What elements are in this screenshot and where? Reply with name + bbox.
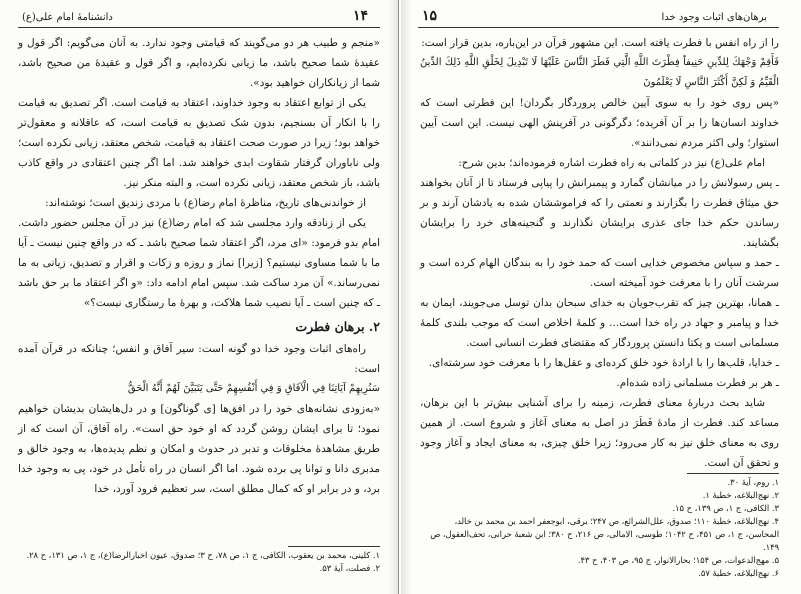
footnote: ۱. کلینی، محمد بن یعقوب، الکافی، ج ۱، ص ۷۸، ح ۳؛ صدوق، عیون اخبارالرضا(ع)، ج ۱، ص ۱۳۱، ح ۲۸. — [26, 550, 380, 560]
gutter-shadow — [401, 0, 411, 594]
paragraph: امام علی(ع) نیز در کلماتی به راه فطرت اشاره فرموده‌اند؛ بدین شرح: — [458, 157, 765, 169]
gutter-shadow — [389, 0, 399, 594]
quote-item: ـ حمد و سپاس مخصوص خدایی است که حمد خود را به بندگان الهام کرده است و سرشت آنان را با معرفت خود آمیخته است. — [420, 257, 779, 289]
footnote: ۱. روم، آیهٔ ۳۰. — [727, 477, 779, 487]
right-page — [400, 0, 801, 594]
footnote-rule — [288, 546, 380, 547]
footnote: ۳. الکافی، ج ۱، ص ۱۳۹، ح ۱۵. — [672, 503, 779, 513]
paragraph: یکی از زنادقه وارد مجلسی شد که امام رضا(ع) نیز در آن مجلس حضور داشت. امام بدو فرمود: «ای مرد، اگر اعتقاد شما صحیح باشد ـ که در واقع چنین نیست ـ آیا ما با شما مساوی نیستیم؟ [زیرا] نماز و روزه و زکات و اقرار و تصدیق، زیانی به ما نمی‌رساند.» آن مرد ساکت شد. سپس امام ادامه داد: «و اگر اعتقاد ما بر حق باشد ـ که چنین است ـ آیا نصیب شما هلاکت، و بهرهٔ ما رستگاری نیست؟» — [18, 217, 380, 309]
page-body — [420, 33, 779, 473]
paragraph: «منجم و طبیب هر دو می‌گویند که قیامتی وجود ندارد. به آنان می‌گویم: اگر قول و عقیدهٔ شما صحیح باشد، ما زیانی نکرده‌ایم، و اگر قول و عقیدهٔ من صحیح باشد، شما از زیانکاران خواهید بود». — [18, 37, 380, 89]
page-body — [18, 33, 380, 499]
running-header: برهان‌های اثبات وجود خدا — [661, 12, 767, 23]
running-header: دانشنامهٔ امام علی(ع) — [22, 12, 113, 23]
footnotes — [18, 549, 380, 575]
quran-verse: فَأَقِمْ وَجْهَكَ لِلدِّينِ حَنِيفاً فِطْرَتَ اللَّهِ الَّتِي فَطَرَ النَّاسَ عَلَيْهَا لَا تَبْدِيلَ لِخَلْقِ اللَّهِ ذَلِكَ الدِّينُ الْقَيِّمُ وَ لَكِنَّ أَكْثَرَ النَّاسِ لَا يَعْلَمُونَ — [420, 57, 779, 88]
page-number: ۱۵ — [422, 8, 438, 24]
quran-verse: سَنُرِيهِمْ آيَاتِنَا فِي الْآفَاقِ وَ فِي أَنْفُسِهِمْ حَتَّى يَتَبَيَّنَ لَهُمْ أَنَّهُ الْحَقُّ — [127, 383, 380, 394]
quote-item: ـ هر بر فطرت مسلمانی زاده شده‌ام. — [616, 377, 779, 389]
footnote-rule — [687, 473, 779, 474]
footnote: ۶. نهج‌البلاغه، خطبهٔ ۵۷. — [698, 568, 779, 578]
paragraph: شاید بحث دربارهٔ معنای فطرت، زمینه را برای آشنایی بیش‌تر با این برهان، مساعد کند. فطرت از مادهٔ فَطَرَ در اصل به معنای آغاز و شروع است. از همین روی به معنای خلق نیز به کار می‌رود؛ زیرا خلق چیزی، به معنای ایجاد و آغاز وجود و تحقق آن است. — [420, 397, 779, 469]
footnote: ۵. مهج‌الدعوات، ص ۱۵۴؛ بحارالانوار، ج ۹۵، ص ۴۰۳، ح ۴۳. — [577, 555, 779, 565]
paragraph: راه‌های اثبات وجود خدا دو گونه است: سیر آفاق و انفس؛ چنانکه در قرآن آمده است: — [18, 343, 380, 375]
page-number: ۱۴ — [352, 8, 368, 24]
paragraph: یکی از توابع اعتقاد به وجود خداوند، اعتقاد به قیامت است. اگر تصدیق به قیامت را با انکار آن بسنجیم، بدون شک تصدیق به قیامت است، که عاقلانه و معقول‌تر خواهد بود؛ زیرا در صورت صحت اعتقاد به قیامت، شخص معتقد، زیانی نکرده است؛ ولی ناباوران گرفتار شقاوت ابدی خواهند شد. اما اگر چنین اعتقادی در واقع کاذب باشد، باز شخص معتقد، زیانی نکرده است، و البته منکر نیز. — [18, 97, 380, 189]
paragraph: از خواندنی‌های تاریخ، مناظرهٔ امام رضا(ع) با مردی زندیق است؛ نوشته‌اند: — [45, 197, 366, 209]
section-title: ۲. برهان فطرت — [295, 319, 380, 334]
quote-item: ـ پس رسولانش را در میانشان گمارد و پیمبرانش را پیاپی فرستاد تا از آنان بخواهند حق میثاق فطرت را بگزارند و نعمتی را که فراموششان شده به یادشان آرند و بر رساندن حکم خدا جای عذری برایشان نگذارند و گنجینه‌های خرد را برایشان بگشایند. — [420, 177, 779, 249]
footnote: ۴. نهج‌البلاغه، خطبهٔ ۱۱۰؛ صدوق، علل‌الشرائع، ص ۲۴۷؛ برقی، ابوجعفر احمد بن محمد بن خالد، المحاسن، ج ۱، ص ۴۵۱، ح ۱۰۴۲؛ طوسی، الامالی، ص ۲۱۶، ح ۳۸۰؛ ابن شعبهٔ حرانی، تحف‌العقول، ص ۱۴۹. — [430, 516, 779, 552]
footnotes — [420, 476, 779, 580]
paragraph: «به‌زودی نشانه‌های خود را در افق‌ها [ی گوناگون] و در دل‌هایشان بدیشان خواهیم نمود؛ تا برای ایشان روشن گردد که او خود حق است». راه آفاق، آن است که از طریق مشاهدهٔ مخلوقات و تدبر در حدوث و امکان و نظم پدیده‌ها، به وجود خالق و مدبری دانا و توانا پی برده شود. اما اگر انسان در راه تأمل در خود، پی به وجود خدا برد، و در برابر او که کمال مطلق است، سر تعظیم فرود آورد، خدا — [18, 403, 380, 495]
left-page — [0, 0, 399, 594]
paragraph: را از راه انفس با فطرت یافته است. این مشهور قرآن در این‌باره، بدین قرار است: — [421, 37, 779, 49]
header-rule — [18, 27, 380, 28]
quote-item: ـ همانا، بهترین چیز که تقرب‌جویان به خدای سبحان بدان توسل می‌جویند، ایمان به خدا و پیامبر و جهاد در راه خدا است... و کلمهٔ اخلاص است که موجب بلندی کلمهٔ مسلمانی است و یکتا دانستن پروردگار که مقتضای فطرت انسانی است. — [420, 297, 779, 349]
footnote: ۲. فصلت، آیهٔ ۵۳. — [319, 563, 380, 573]
header-rule — [418, 27, 779, 28]
paragraph: «پس روی خود را به سوی آیین خالص پروردگار بگردان! این فطرتی است که خداوند انسان‌ها را بر آن آفریده؛ دگرگونی در آفرینش الهی نیست. این است آیین استوار؛ ولی اکثر مردم نمی‌دانند». — [420, 97, 779, 149]
quote-item: ـ خدایا، قلب‌ها را با ارادهٔ خود خلق کرده‌ای و عقل‌ها را با معرفت خود سرشته‌ای. — [428, 357, 779, 369]
footnote: ۲. نهج‌البلاغه، خطبهٔ ۱. — [702, 490, 779, 500]
